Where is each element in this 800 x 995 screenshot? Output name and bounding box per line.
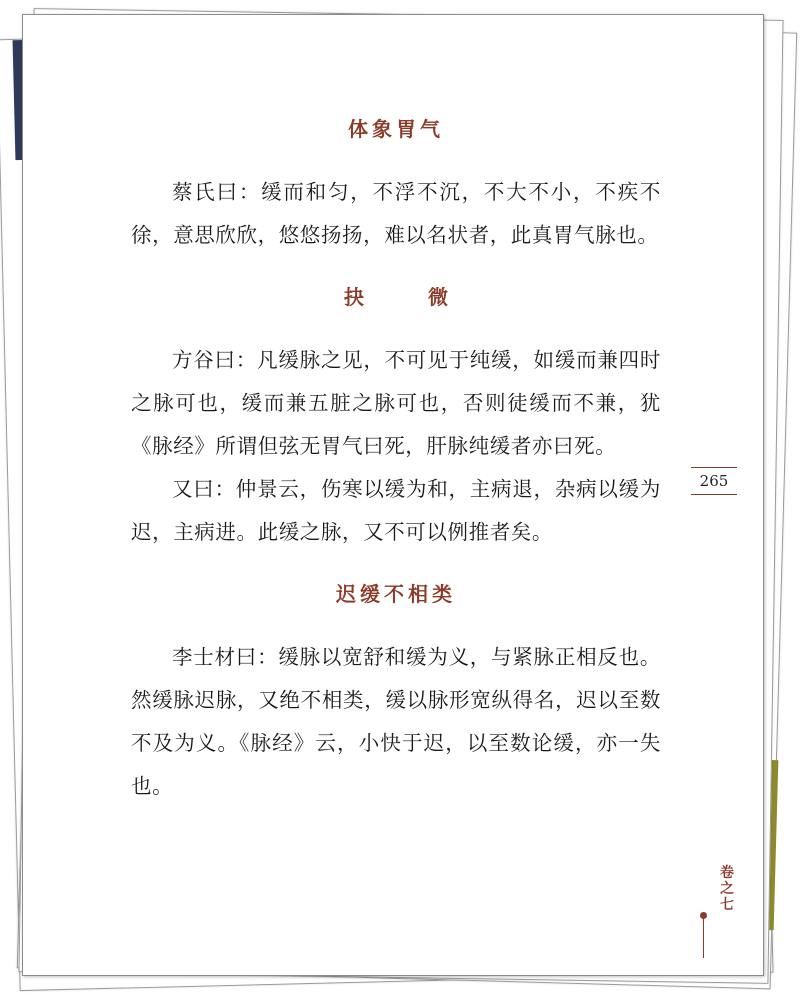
paragraph: 方谷曰：凡缓脉之见，不可见于纯缓，如缓而兼四时之脉可也，缓而兼五脏之脉可也，否则徒缓而不兼，犹《脉经》所谓但弦无胃气曰死，肝脉纯缓者亦曰死。 <box>131 348 661 458</box>
page-number-rule-bottom <box>691 494 737 495</box>
volume-label: 卷之七 <box>720 865 734 913</box>
paragraph: 蔡氏曰：缓而和匀，不浮不沉，不大不小，不疾不徐，意思欣欣，悠悠扬扬，难以名状者，此真胃气脉也。 <box>131 180 661 247</box>
page-content <box>131 101 661 808</box>
section-title-tixiang-weiqi: 体象胃气 <box>348 117 444 141</box>
page-number-text: 265 <box>699 472 729 490</box>
paragraph: 李士材曰：缓脉以宽舒和缓为义，与紧脉正相反也。然缓脉迟脉，又绝不相类，缓以脉形宽纵得名，迟以至数不及为义。《脉经》云，小快于迟，以至数论缓，亦一失也。 <box>131 645 661 798</box>
page-number <box>685 467 743 495</box>
paragraph: 又曰：仲景云，伤寒以缓为和，主病退，杂病以缓为迟，主病进。此缓之脉，又不可以例推者矣。 <box>131 477 661 544</box>
front-page <box>22 14 764 976</box>
section-title-juewei: 抉 微 <box>344 285 470 309</box>
section-title-chihuan-buxianglei: 迟缓不相类 <box>336 582 456 606</box>
volume-marker-rule <box>703 914 704 958</box>
